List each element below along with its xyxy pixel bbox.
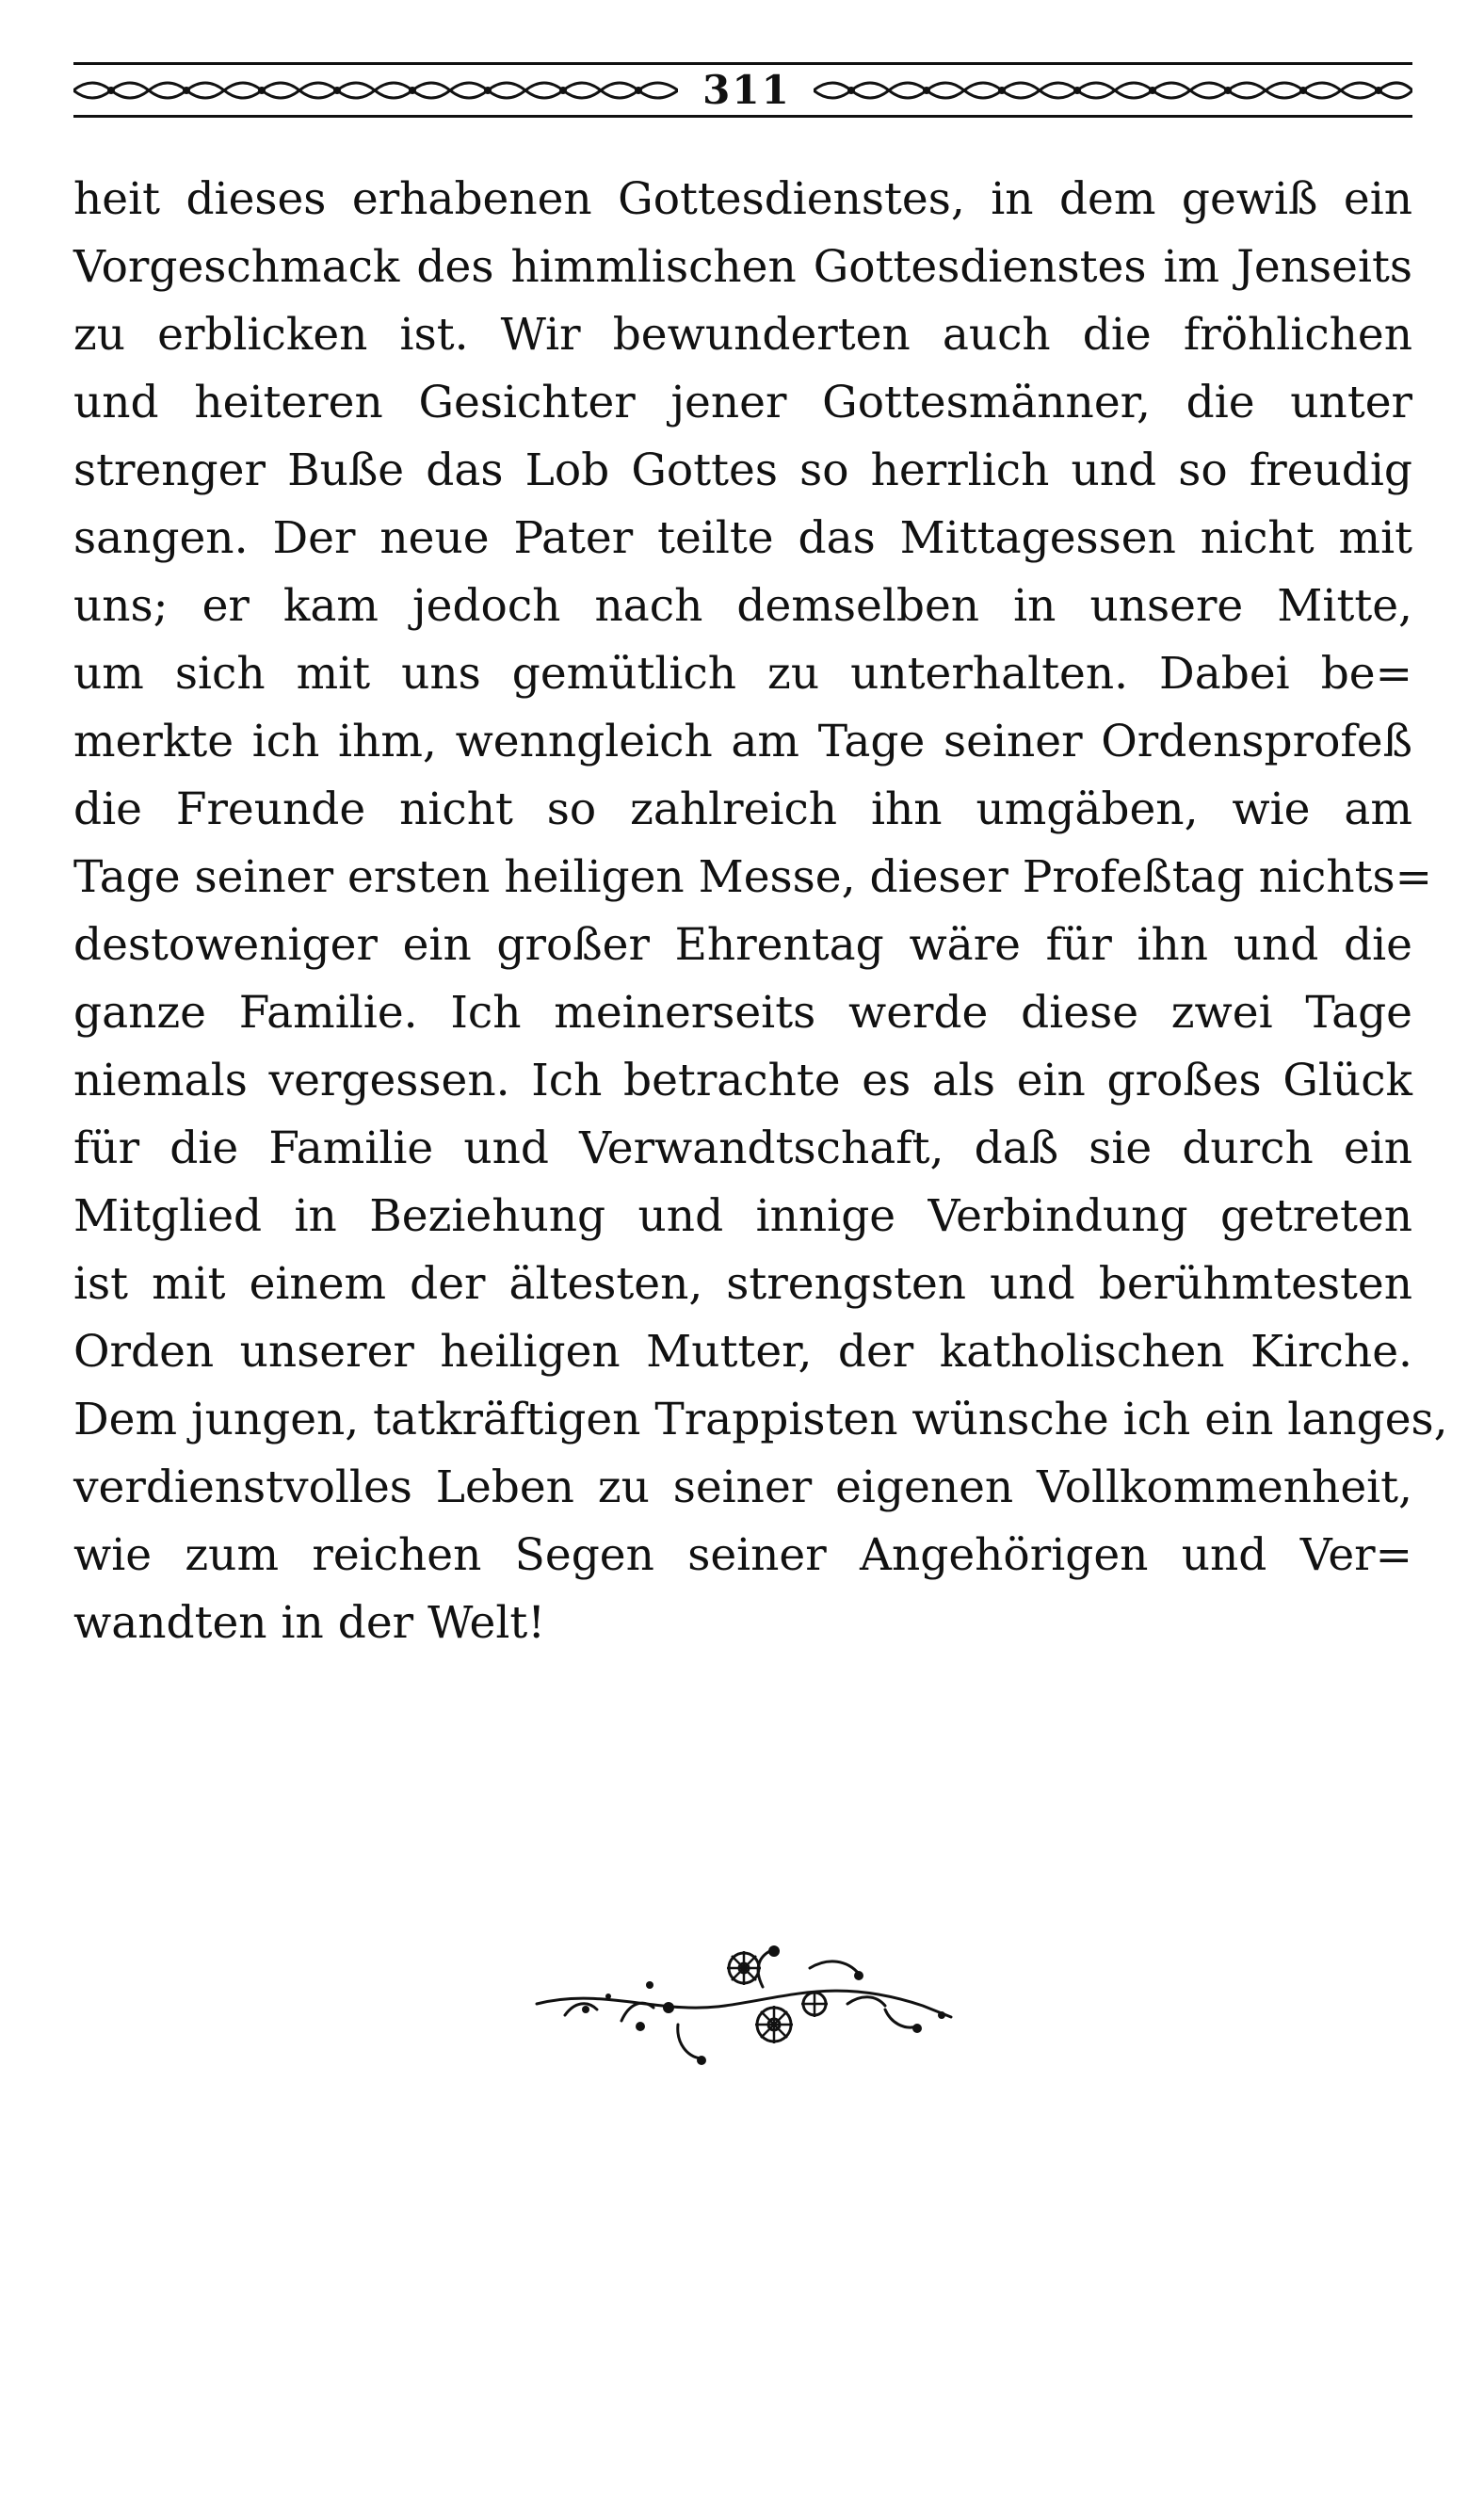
- text-line: merkte ich ihm, wenngleich am Tage seiner Ordensprofeß: [73, 716, 1412, 767]
- text-line: und heiteren Gesichter jener Gottesmänner, die unter: [73, 377, 1412, 428]
- text-line: destoweniger ein großer Ehrentag wäre für ihn und die: [73, 919, 1412, 971]
- text-line: sangen. Der neue Pater teilte das Mittagessen nicht mit: [73, 512, 1412, 564]
- text-line: ist mit einem der ältesten, strengsten und berühmtesten: [73, 1258, 1412, 1310]
- text-line: für die Familie und Verwandtschaft, daß sie durch ein: [73, 1122, 1412, 1174]
- text-line: Tage seiner ersten heiligen Messe, dieser Profeßtag nichts=: [73, 851, 1432, 903]
- text-line: Vorgeschmack des himmlischen Gottesdienstes im Jenseits: [73, 241, 1412, 293]
- header-bottom-rule: [73, 115, 1412, 118]
- text-line: strenger Buße das Lob Gottes so herrlich und so freudig: [73, 444, 1412, 496]
- text-line: heit dieses erhabenen Gottesdienstes, in dem gewiß ein: [73, 173, 1412, 225]
- header-ornament-band-right: [814, 73, 1412, 107]
- text-line: zu erblicken ist. Wir bewunderten auch die fröhlichen: [73, 309, 1412, 361]
- text-line: die Freunde nicht so zahlreich ihn umgäben, wie am: [73, 783, 1412, 835]
- header-ornament-band-left: [73, 73, 678, 107]
- page-number: 311: [702, 67, 791, 113]
- text-line: niemals vergessen. Ich betrachte es als ein großes Glück: [73, 1055, 1412, 1106]
- text-line: wie zum reichen Segen seiner Angehörigen und Ver=: [73, 1529, 1412, 1581]
- page-header: [73, 58, 1412, 124]
- text-line: Orden unserer heiligen Mutter, der katholischen Kirche.: [73, 1326, 1412, 1378]
- text-line: verdienstvolles Leben zu seiner eigenen Vollkommenheit,: [73, 1461, 1412, 1513]
- text-line: uns; er kam jedoch nach demselben in unsere Mitte,: [73, 580, 1412, 632]
- text-line: um sich mit uns gemütlich zu unterhalten. Dabei be=: [73, 648, 1412, 700]
- body-text: [73, 166, 1448, 1657]
- text-line: Dem jungen, tatkräftigen Trappisten wünsche ich ein langes,: [73, 1394, 1448, 1445]
- header-top-rule: [73, 62, 1412, 65]
- text-line: Mitglied in Beziehung und innige Verbindung getreten: [73, 1190, 1412, 1242]
- text-line: ganze Familie. Ich meinerseits werde diese zwei Tage: [73, 987, 1412, 1039]
- floral-ornament-icon: [527, 1930, 960, 2081]
- text-line: wandten in der Welt!: [73, 1597, 546, 1649]
